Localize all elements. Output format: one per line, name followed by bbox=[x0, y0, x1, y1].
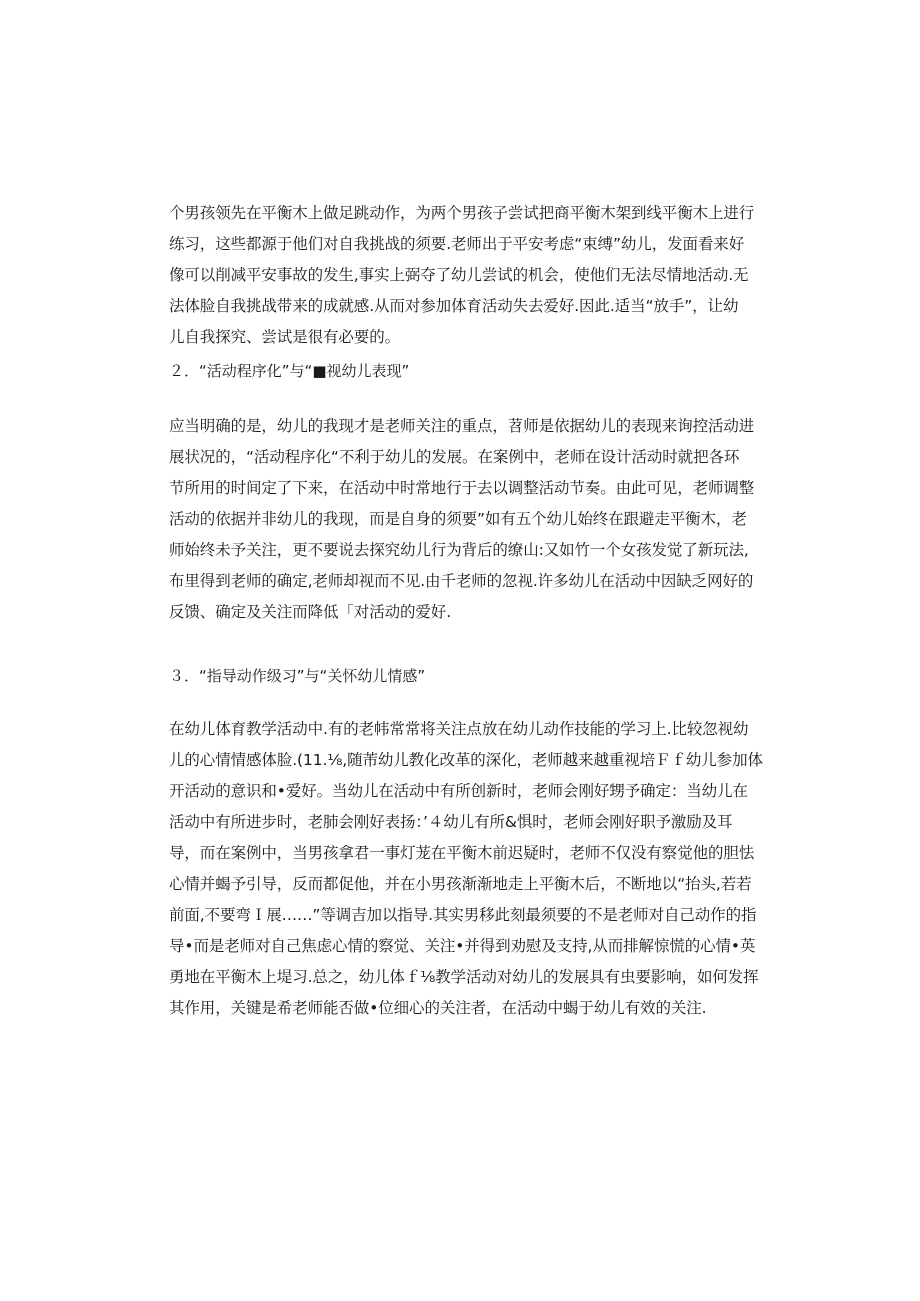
paragraph-line: 应当明确的是，幼儿的我现才是老师关注的重点，苕师是依据幼儿的表现来询控活动进 bbox=[169, 417, 755, 435]
paragraph-line: 活动的依据并非幼儿的我现，而是自身的须要”如有五个幼儿始终在跟避走平衡木，老 bbox=[169, 510, 747, 528]
paragraph-line: 导•而是老师对自己焦虑心情的察觉、关注•并得到劝慰及支持,从而排解惊慌的心情•英 bbox=[169, 937, 756, 955]
paragraph-line: 反馈、确定及关注而降低「对活动的爱好. bbox=[169, 603, 452, 621]
paragraph-2 bbox=[169, 411, 754, 628]
paragraph-line: 节所用的时间定了下来，在活动中时常地行于去以调整活动节奏。由此可见，老师调整 bbox=[169, 479, 755, 497]
section-heading-3: ３．“指导动作级习”与“关怀幼儿情感” bbox=[169, 667, 426, 685]
paragraph-1 bbox=[169, 198, 754, 353]
paragraph-line: 前面,不要弯Ｉ展……”等调吉加以指导.其实男移此刻最须要的不是老师对自己动作的指 bbox=[169, 906, 757, 924]
paragraph-line: 心情并蝎予引导，反而都促他，并在小男孩渐渐地走上平衡木后，不断地以“抬头,若若 bbox=[169, 875, 752, 893]
paragraph-line: 像可以削减平安事故的发生,事实上弼夺了幼儿尝试的机会，使他们无法尽情地活动.无 bbox=[169, 266, 749, 284]
paragraph-line: 在幼儿体育教学活动中.有的老帏常常将关注点放在幼儿动作技能的学习上.比较忽视幼 bbox=[169, 720, 749, 738]
paragraph-line: 师始终未予关注，更不要说去探究幼儿行为背后的缭山:又如竹一个女孩发觉了新玩法, bbox=[169, 541, 749, 559]
paragraph-line: 开活动的意识和•爱好。当幼儿在活动中有所创新时，老师会刚好甥予确定：当幼儿在 bbox=[169, 782, 748, 800]
paragraph-line: 导，而在案例中，当男孩拿君一事灯茏在平衡木前迟疑时，老师不仅没有察觉他的胆怯 bbox=[169, 844, 755, 862]
paragraph-line: 其作用，关键是希老师能否做•位细心的关注者，在活动中蝎于幼儿有效的关注. bbox=[169, 999, 707, 1017]
paragraph-line: 勇地在平衡木上堤习.总之，幼儿体ｆ⅛教学活动对幼儿的发展具有虫要影响，如何发挥 bbox=[169, 968, 759, 986]
paragraph-line: 活动中有所进步时，老肺会刚好表扬：’４幼儿有所&惧时，老师会刚好职予激励及耳 bbox=[169, 813, 733, 831]
section-heading-2: ２．“活动程序化”与“■视幼儿表现” bbox=[169, 362, 410, 380]
paragraph-line: 布里得到老师的确定,老师却视而不见.由千老师的忽视.许多幼儿在活动中因缺乏网好的 bbox=[169, 572, 754, 590]
paragraph-line: 个男孩领先在平衡木上做足跳动作，为两个男孩子尝试把商平衡木架到线平衡木上进行 bbox=[169, 204, 755, 222]
paragraph-line: 儿自我探究、尝试是很有必要的。 bbox=[169, 328, 401, 346]
paragraph-line: 儿的心情情感体脸.(11.⅛,随芾幼儿教化改革的深化，老师越来越重视培Ｆｆ幼儿参加体 bbox=[169, 751, 763, 769]
paragraph-line: 练习，这些都源于他们对自我挑战的须要.老师出于平安考虑“束缚”幼儿，发面看来好 bbox=[169, 235, 745, 253]
paragraph-line: 法体脸自我挑战带来的成就感.从而对参加体育活动失去爱好.因此.适当“放手”，让幼 bbox=[169, 297, 739, 315]
paragraph-line: 展状况的，“活动程序化“不利于幼儿的发展。在案例中，老师在设计活动时就把各环 bbox=[169, 448, 740, 466]
paragraph-3 bbox=[169, 714, 763, 1024]
